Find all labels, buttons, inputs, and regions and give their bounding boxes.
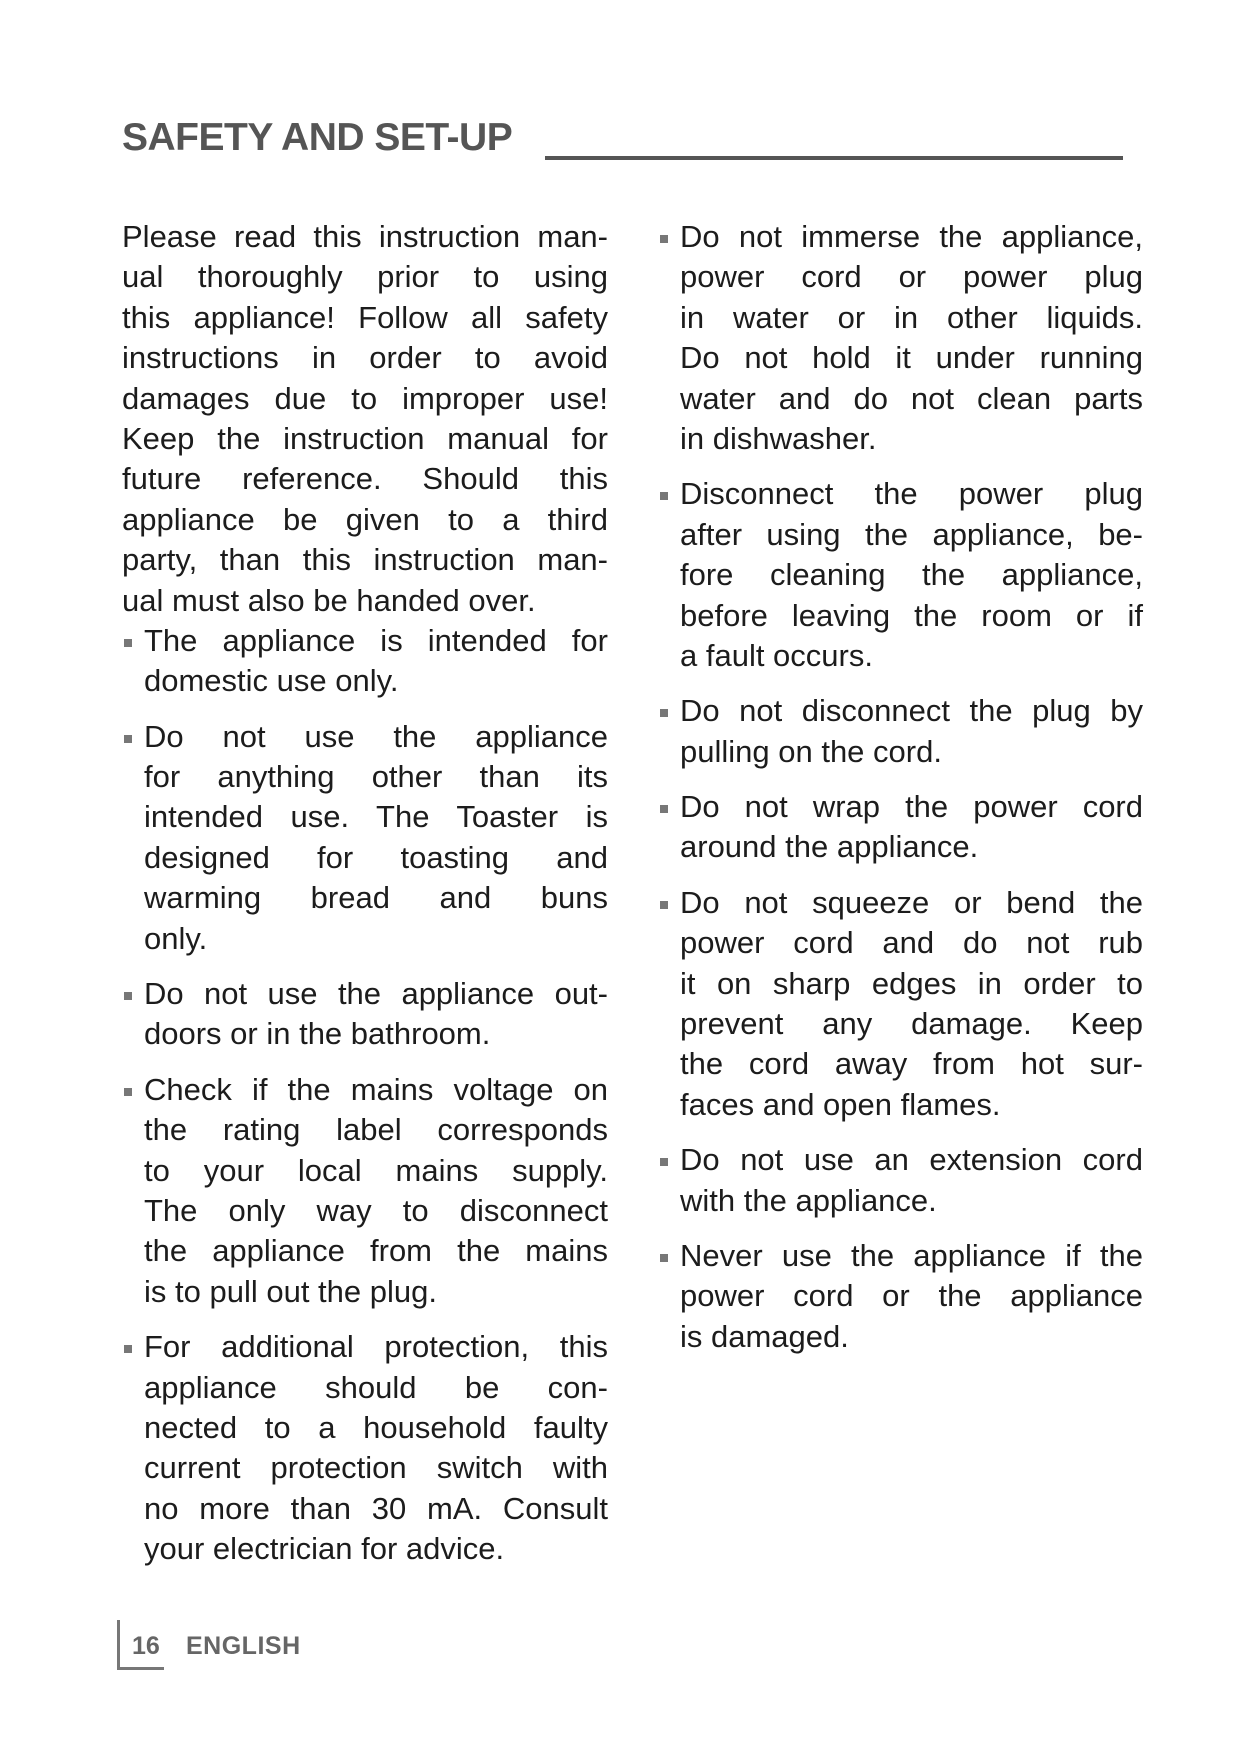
square-bullet-icon [660, 709, 668, 717]
text-line: is damaged. [680, 1318, 849, 1354]
safety-bullet-item [122, 1070, 608, 1312]
text-line: Do not hold it under running [680, 340, 1143, 376]
text-line: current protection switch with [144, 1450, 608, 1486]
text-line: no more than 30 mA. Consult [144, 1490, 608, 1526]
text-line: in water or in other liquids. [680, 299, 1143, 335]
text-line: Keep the instruction manual for [122, 420, 608, 456]
safety-bullet-item [658, 474, 1143, 676]
safety-bullet-item [122, 974, 608, 1055]
text-line: ual thoroughly prior to using [122, 259, 608, 295]
text-line: with the appliance. [680, 1182, 937, 1218]
text-line: designed for toasting and [144, 839, 608, 875]
text-line: prevent any damage. Keep [680, 1006, 1143, 1042]
text-line: Do not use the appliance out- [144, 976, 608, 1012]
text-line: appliance be given to a third [122, 501, 608, 537]
text-line: warming bread and buns [144, 880, 608, 916]
title-rule [545, 156, 1123, 160]
square-bullet-icon [660, 235, 668, 243]
text-line: Disconnect the power plug [680, 476, 1143, 512]
footer-rule [117, 1667, 164, 1670]
text-line: pulling on the cord. [680, 733, 942, 769]
text-line: this appliance! Follow all safety [122, 299, 608, 335]
page-number: 16 [132, 1632, 160, 1660]
text-line: to your local mains supply. [144, 1152, 608, 1188]
text-line: a fault occurs. [680, 637, 873, 673]
text-line: instructions in order to avoid [122, 340, 608, 376]
square-bullet-icon [124, 1345, 132, 1353]
square-bullet-icon [660, 805, 668, 813]
safety-bullet-item [658, 691, 1143, 772]
left-column [122, 217, 608, 1585]
square-bullet-icon [660, 492, 668, 500]
text-line: doors or in the bathroom. [144, 1016, 491, 1052]
text-line: for anything other than its [144, 759, 608, 795]
footer-rule [117, 1620, 120, 1670]
text-line: Do not disconnect the plug by [680, 693, 1143, 729]
text-line: ual must also be handed over. [122, 582, 536, 618]
safety-bullet-item [122, 1327, 608, 1569]
safety-bullet-item [658, 883, 1143, 1125]
square-bullet-icon [660, 1254, 668, 1262]
text-line: the appliance from the mains [144, 1233, 608, 1269]
text-line: water and do not clean parts [680, 380, 1143, 416]
text-line: Do not immerse the appliance, [680, 219, 1143, 254]
text-line: power cord or power plug [680, 259, 1143, 295]
text-line: around the appliance. [680, 829, 979, 865]
text-line: Do not squeeze or bend the [680, 884, 1143, 920]
square-bullet-icon [124, 639, 132, 647]
text-line: domestic use only. [144, 663, 399, 699]
text-line: is to pull out the plug. [144, 1273, 437, 1309]
square-bullet-icon [124, 992, 132, 1000]
intro-paragraph [122, 217, 608, 621]
text-line: in dishwasher. [680, 420, 877, 456]
text-line: power cord or the appliance [680, 1278, 1143, 1314]
text-line: before leaving the room or if [680, 597, 1143, 633]
square-bullet-icon [124, 1088, 132, 1096]
text-line: Never use the appliance if the [680, 1237, 1143, 1273]
text-line: Do not use an extension cord [680, 1142, 1143, 1178]
text-line: Check if the mains voltage on [144, 1071, 608, 1107]
text-line: your electrician for advice. [144, 1531, 505, 1567]
text-line: the rating label corresponds [144, 1112, 608, 1148]
text-line: appliance should be con- [144, 1369, 608, 1405]
text-line: Do not wrap the power cord [680, 789, 1143, 825]
text-line: the cord away from hot sur- [680, 1046, 1143, 1082]
safety-bullet-item [122, 717, 608, 959]
text-line: nected to a household faulty [144, 1409, 608, 1445]
text-line: Do not use the appliance [144, 718, 608, 754]
text-line: Please read this instruction man- [122, 219, 608, 254]
right-column [658, 217, 1143, 1372]
text-line: power cord and do not rub [680, 925, 1143, 961]
square-bullet-icon [124, 735, 132, 743]
safety-bullet-item [658, 217, 1143, 459]
text-line: only. [144, 920, 208, 956]
text-line: party, than this instruction man- [122, 542, 608, 578]
text-line: The only way to disconnect [144, 1192, 608, 1228]
text-line: fore cleaning the appliance, [680, 557, 1143, 593]
text-line: intended use. The Toaster is [144, 799, 608, 835]
safety-bullet-item [658, 1140, 1143, 1221]
page-title: SAFETY AND SET-UP [122, 116, 513, 159]
footer-language: ENGLISH [186, 1632, 301, 1660]
text-line: future reference. Should this [122, 461, 608, 497]
text-line: For additional protection, this [144, 1329, 608, 1365]
safety-bullet-item [658, 787, 1143, 868]
text-line: it on sharp edges in order to [680, 965, 1143, 1001]
safety-bullet-item [658, 1236, 1143, 1357]
text-line: The appliance is intended for [144, 622, 608, 658]
safety-bullet-item [122, 621, 608, 702]
text-line: after using the appliance, be- [680, 516, 1143, 552]
square-bullet-icon [660, 901, 668, 909]
square-bullet-icon [660, 1158, 668, 1166]
text-line: faces and open flames. [680, 1086, 1001, 1122]
text-line: damages due to improper use! [122, 380, 608, 416]
